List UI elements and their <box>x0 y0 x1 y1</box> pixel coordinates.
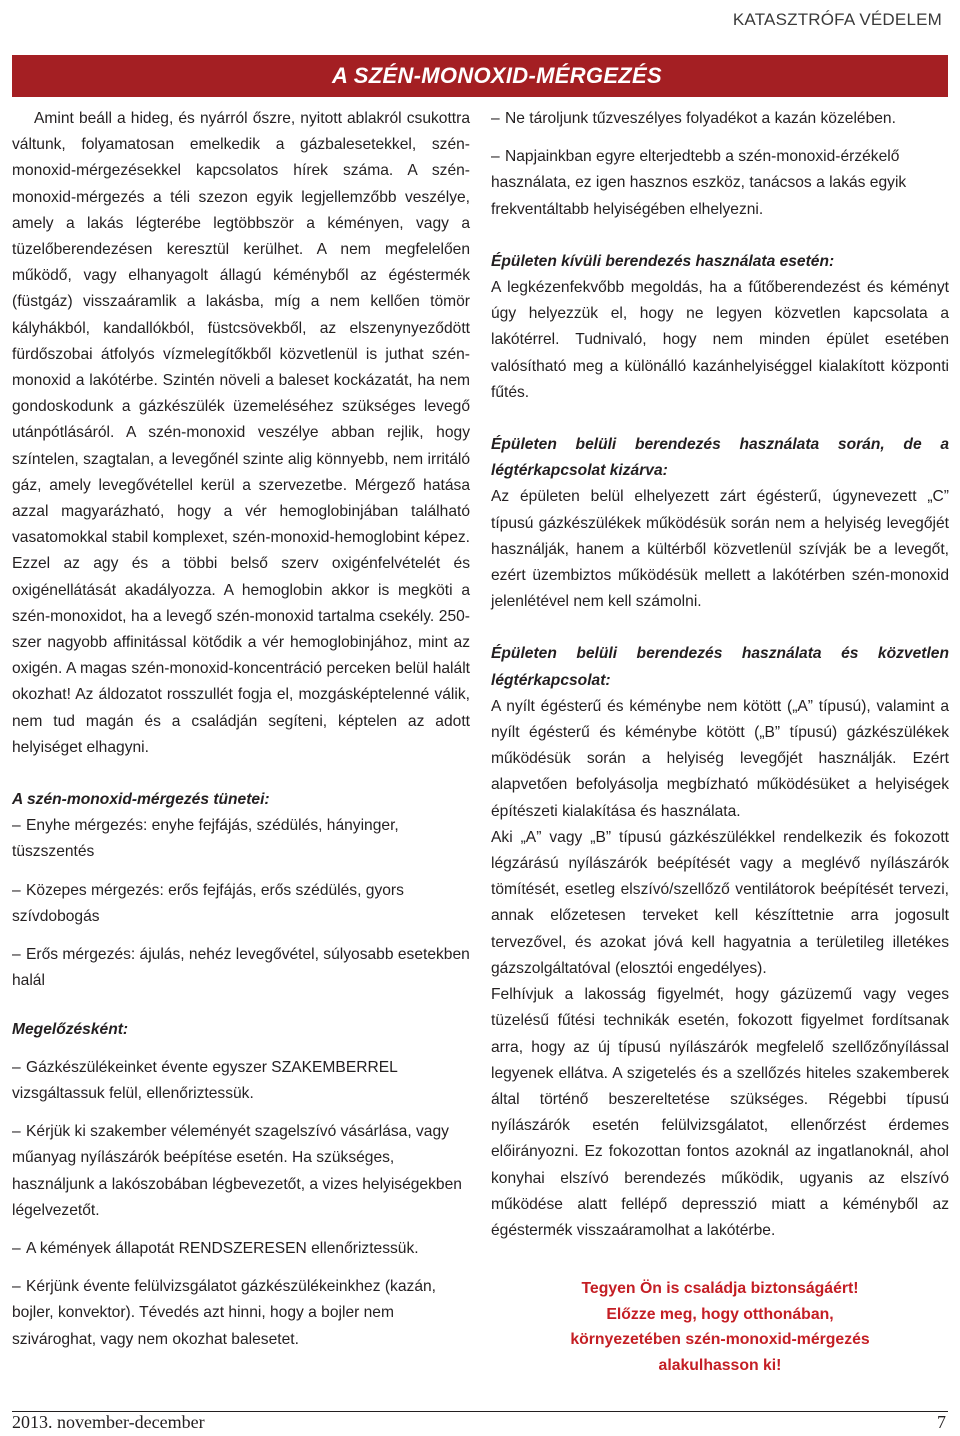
list-item: – Kérjünk évente felülvizsgálatot gázkészülékeinkhez (kazán, bojler, konvektor). Tévedés azt hinni, hogy a bojler nem szivároghat, vagy nem okozhat balesetet. <box>12 1278 436 1348</box>
inside-closed-paragraph: Az épületen belül elhelyezett zárt égésterű, úgynevezett „C” típusú gázkészülékek működésük során nem a helyiség levegőjét használják, hanem a kültérből közvetlenül szívják be a levegőt, ezért üzembiztos működésük mellett a lakótérben szén-monoxid jelenlétével nem kell számolni. <box>491 488 949 611</box>
list-item: – Kérjük ki szakember véleményét szagelszívó vásárlása, vagy műanyag nyílászárók beépítése esetén. Ha szükséges, használjunk a lakószobában légbevezetőt, a vizes helyiségekben légelvezetőt. <box>12 1123 462 1219</box>
tips-list <box>491 106 949 223</box>
outside-heading: Épületen kívüli berendezés használata esetén: <box>491 252 835 270</box>
list-item: – A kémények állapotát RENDSZERESEN ellenőriztessük. <box>12 1239 419 1257</box>
call-to-action <box>491 1276 949 1378</box>
list-item: – Napjainkban egyre elterjedtebb a szén-monoxid-érzékelő használata, ez igen hasznos eszköz, tanácsos a lakás egyik frekventáltabb helyiségében elhelyezni. <box>491 148 907 218</box>
cta-line: alakulhasson ki! <box>658 1356 782 1374</box>
outside-paragraph: A legkézenfekvőbb megoldás, ha a fűtőberendezést és kéményt úgy helyezzük el, hogy ne legyen közvetlen kapcsolata a lakótérrel. Tudnivaló, hogy nem minden épület esetében valósítható meg a különálló kazánhelyiséggel kialakított központi fűtés. <box>491 279 949 401</box>
left-column <box>12 106 470 1353</box>
prevention-heading: Megelőzésként: <box>12 1020 129 1038</box>
intro-paragraph: Amint beáll a hideg, és nyárról őszre, nyitott ablakról csukottra váltunk, folyamatosan emelkedik a gázbalesetekkel, szén-monoxid-mérgezésekkel kapcsolatos hírek száma. A szén-monoxid-mérgezés a téli szezon egyik legjellemzőbb veszélye, amely a lakás légterébe legtöbbször a kéményen, vagy a tüzelőberendezésen keresztül kerülhet. A nem megfelelően működő, vagy elhanyagolt állagú kéményből az égéstermék (füstgáz) visszaáramlik a lakásba, míg a nem kellően tömör kályhákból, kandallókból, füstcsövekből, az elszenynyeződött fürdőszobai átfolyós vízmelegítőkből közvetlenül is juthat szén-monoxid a lakótérbe. Szintén növeli a baleset kockázatát, ha nem gondoskodunk a gázkészülék üzemeléséhez szükséges levegő utánpótlásáról. A szén-monoxid veszélye abban rejlik, hogy színtelen, szagtalan, a levegőnél szinte alig könnyebb, nem irritáló gáz, amely levegővétellel kerül a szervezetbe. Mérgező hatása azzal magyarázható, hogy a vér hemoglobinjában található vasatomokkal stabil komplexet, szén-monoxid-hemoglobint képez. Ezzel az agy és a többi belső szerv oxigénfelvételét és oxigénellátását akadályozza. A hemoglobin akkor is megköti a szén-monoxidot, ha a levegő szén-monoxid tartalma csekély. 250-szer nagyobb affinitással kötődik a vér hemoglobinjához, mint az oxigén. A magas szén-monoxid-koncentráció perceken belül halált okozhat! Az áldozatot rosszullét fogja el, mozgásképtelenné válik, nem tud magán és a családján segíteni, képtelen az adott helyiséget elhagyni. <box>12 110 470 756</box>
cta-line: Tegyen Ön is családja biztonságáért! <box>581 1280 859 1297</box>
inside-closed-heading: Épületen belüli berendezés használata során, de a légtérkapcsolat kizárva: <box>491 436 949 480</box>
inside-open-paragraph-3: Felhívjuk a lakosság figyelmét, hogy gázüzemű vagy veges tüzelésű fűtési technikák esetén, fokozott figyelmet fordítsanak arra, hogy az új típusú nyílászárók megfelelő szellőzőnyílással legyenek ellátva. A szigetelés és a szellőzés hiteles szakemberek által történő beszereltetése szükséges. Régebbi típusú nyílászárók esetén felülvizsgálatot, ellenőrzést érdemes előirányozni. Ez fokozottan fontos azoknál az ingatlanoknál, ahol konyhai elszívó berendezés működik, ugyanis az elszívó működése alatt fellépő depresszió miatt a kéményből az égéstermék visszaáramolhat a lakótérbe. <box>491 986 949 1239</box>
cta-line: Előzze meg, hogy otthonában, <box>606 1305 834 1323</box>
list-item: – Erős mérgezés: ájulás, nehéz levegővétel, súlyosabb esetekben halál <box>12 946 470 990</box>
section-label: KATASZTRÓFA VÉDELEM <box>732 10 942 29</box>
list-item: – Enyhe mérgezés: enyhe fejfájás, szédülés, hányinger, tüszszentés <box>12 817 399 861</box>
inside-open-paragraph-1: A nyílt égésterű és kéménybe nem kötött („A” típusú), valamint a nyílt égésterű és kéménybe kötött („B” típusú) gázkészülékek működésük során a helyiség levegőjét használják. Ezért alapvetően befolyásolja megbízható működésüket a helyiségek építészeti kialakítása és használata. <box>491 697 949 820</box>
title-banner <box>12 55 948 97</box>
list-item: – Ne tároljunk tűzveszélyes folyadékot a kazán közelében. <box>491 110 896 127</box>
cta-line: környezetében szén-monoxid-mérgezés <box>570 1331 870 1348</box>
list-item: – Gázkészülékeinket évente egyszer SZAKEMBERREL vizsgáltassuk felül, ellenőriztessük. <box>12 1058 398 1102</box>
inside-open-paragraph-2: Aki „A” vagy „B” típusú gázkészülékkel rendelkezik és fokozott légzárású nyílászárók beépítését vagy a meglévő nyílászárók tömítését, esetleg elszívó/szellőző ventilátorok beépítését tervezi, annak előzetesen terveket kell készíttetnie arra jogosult tervezővel, és azokat jóvá kell hagyatnia a területileg illetékes gázszolgáltatóval (elosztói engedélyes). <box>491 828 949 977</box>
list-item: – Közepes mérgezés: erős fejfájás, erős szédülés, gyors szívdobogás <box>12 881 404 925</box>
prevention-list <box>12 1055 470 1353</box>
symptoms-heading: A szén-monoxid-mérgezés tünetei: <box>12 791 270 809</box>
page-number: 7 <box>937 1412 946 1432</box>
symptoms-list <box>12 813 470 994</box>
right-column <box>491 106 949 1244</box>
footer-date: 2013. november-december <box>12 1412 205 1432</box>
page-title: A SZÉN-MONOXID-MÉRGEZÉS <box>332 63 662 88</box>
inside-open-heading: Épületen belüli berendezés használata és közvetlen légtérkapcsolat: <box>491 645 949 689</box>
